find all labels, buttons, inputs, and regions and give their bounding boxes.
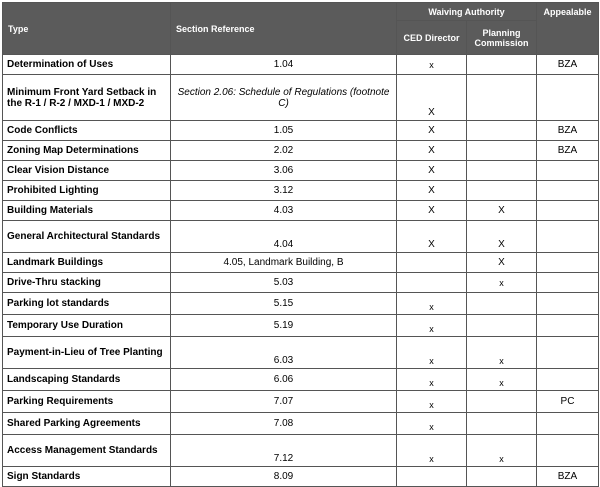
- row-planning-mark: X: [467, 253, 537, 273]
- row-type: Drive-Thru stacking: [3, 273, 171, 293]
- row-planning-mark: [467, 413, 537, 435]
- row-type: Minimum Front Yard Setback in the R-1 / R-2 / MXD-1 / MXD-2: [3, 75, 171, 121]
- table-row: [3, 141, 599, 161]
- row-section: 3.12: [171, 181, 397, 201]
- row-appeal: [537, 273, 599, 293]
- row-planning-mark: x: [467, 337, 537, 369]
- row-type: Landmark Buildings: [3, 253, 171, 273]
- row-appeal: [537, 201, 599, 221]
- row-appeal: [537, 181, 599, 201]
- row-type: General Architectural Standards: [3, 221, 171, 253]
- row-section: 7.07: [171, 391, 397, 413]
- row-section: 3.06: [171, 161, 397, 181]
- row-appeal: PC: [537, 391, 599, 413]
- header-section-reference: Section Reference: [171, 3, 397, 55]
- row-section: 4.03: [171, 201, 397, 221]
- header-appealable: Appealable: [537, 3, 599, 55]
- row-planning-mark: [467, 55, 537, 75]
- row-appeal: [537, 369, 599, 391]
- table-row: [3, 161, 599, 181]
- waiver-table-wrapper: [2, 2, 599, 487]
- table-row: [3, 467, 599, 487]
- table-row: [3, 201, 599, 221]
- header-type: Type: [3, 3, 171, 55]
- row-type: Zoning Map Determinations: [3, 141, 171, 161]
- row-appeal: BZA: [537, 121, 599, 141]
- row-type: Parking Requirements: [3, 391, 171, 413]
- row-planning-mark: [467, 467, 537, 487]
- table-row: [3, 75, 599, 121]
- row-type: Clear Vision Distance: [3, 161, 171, 181]
- row-appeal: [537, 413, 599, 435]
- row-ced-mark: x: [397, 315, 467, 337]
- row-planning-mark: X: [467, 221, 537, 253]
- row-planning-mark: [467, 161, 537, 181]
- row-type: Temporary Use Duration: [3, 315, 171, 337]
- row-planning-mark: x: [467, 435, 537, 467]
- row-ced-mark: x: [397, 293, 467, 315]
- row-appeal: [537, 435, 599, 467]
- table-row: [3, 337, 599, 369]
- row-section: 2.02: [171, 141, 397, 161]
- header-planning-commission: Planning Commission: [467, 21, 537, 55]
- row-section: 7.12: [171, 435, 397, 467]
- row-type: Building Materials: [3, 201, 171, 221]
- row-appeal: BZA: [537, 55, 599, 75]
- table-row: [3, 121, 599, 141]
- row-ced-mark: X: [397, 201, 467, 221]
- row-section: 6.06: [171, 369, 397, 391]
- table-row: [3, 413, 599, 435]
- row-appeal: [537, 337, 599, 369]
- table-row: [3, 181, 599, 201]
- row-ced-mark: X: [397, 161, 467, 181]
- row-ced-mark: x: [397, 413, 467, 435]
- row-ced-mark: x: [397, 55, 467, 75]
- row-section: 8.09: [171, 467, 397, 487]
- row-ced-mark: x: [397, 369, 467, 391]
- row-planning-mark: [467, 315, 537, 337]
- row-planning-mark: [467, 121, 537, 141]
- row-type: Access Management Standards: [3, 435, 171, 467]
- row-type: Sign Standards: [3, 467, 171, 487]
- row-ced-mark: x: [397, 337, 467, 369]
- row-planning-mark: x: [467, 369, 537, 391]
- row-ced-mark: x: [397, 435, 467, 467]
- table-row: [3, 253, 599, 273]
- row-ced-mark: [397, 273, 467, 293]
- table-row: [3, 293, 599, 315]
- row-type: Landscaping Standards: [3, 369, 171, 391]
- row-section: 5.15: [171, 293, 397, 315]
- row-section: 4.05, Landmark Building, B: [171, 253, 397, 273]
- row-section: 4.04: [171, 221, 397, 253]
- row-appeal: [537, 293, 599, 315]
- row-section: 7.08: [171, 413, 397, 435]
- row-planning-mark: [467, 293, 537, 315]
- row-ced-mark: X: [397, 141, 467, 161]
- row-appeal: BZA: [537, 141, 599, 161]
- header-waiving-authority: Waiving Authority: [397, 3, 537, 21]
- row-planning-mark: X: [467, 201, 537, 221]
- row-section: 6.03: [171, 337, 397, 369]
- row-appeal: [537, 221, 599, 253]
- row-appeal: [537, 75, 599, 121]
- table-row: [3, 369, 599, 391]
- table-row: [3, 221, 599, 253]
- table-row: [3, 391, 599, 413]
- row-planning-mark: [467, 391, 537, 413]
- row-planning-mark: [467, 181, 537, 201]
- row-ced-mark: X: [397, 181, 467, 201]
- row-ced-mark: [397, 253, 467, 273]
- row-section: Section 2.06: Schedule of Regulations (footnote C): [171, 75, 397, 121]
- table-row: [3, 55, 599, 75]
- row-type: Code Conflicts: [3, 121, 171, 141]
- row-section: 5.19: [171, 315, 397, 337]
- row-type: Shared Parking Agreements: [3, 413, 171, 435]
- row-type: Prohibited Lighting: [3, 181, 171, 201]
- row-planning-mark: [467, 141, 537, 161]
- row-section: 1.05: [171, 121, 397, 141]
- row-section: 5.03: [171, 273, 397, 293]
- row-appeal: [537, 161, 599, 181]
- row-planning-mark: x: [467, 273, 537, 293]
- row-appeal: [537, 315, 599, 337]
- waiver-authority-table: [2, 2, 599, 487]
- row-type: Payment-in-Lieu of Tree Planting: [3, 337, 171, 369]
- row-ced-mark: X: [397, 121, 467, 141]
- table-row: [3, 273, 599, 293]
- row-ced-mark: X: [397, 221, 467, 253]
- header-ced-director: CED Director: [397, 21, 467, 55]
- row-section: 1.04: [171, 55, 397, 75]
- row-ced-mark: [397, 467, 467, 487]
- row-appeal: BZA: [537, 467, 599, 487]
- table-row: [3, 435, 599, 467]
- row-type: Determination of Uses: [3, 55, 171, 75]
- row-type: Parking lot standards: [3, 293, 171, 315]
- table-row: [3, 315, 599, 337]
- row-planning-mark: [467, 75, 537, 121]
- row-appeal: [537, 253, 599, 273]
- row-ced-mark: X: [397, 75, 467, 121]
- row-ced-mark: x: [397, 391, 467, 413]
